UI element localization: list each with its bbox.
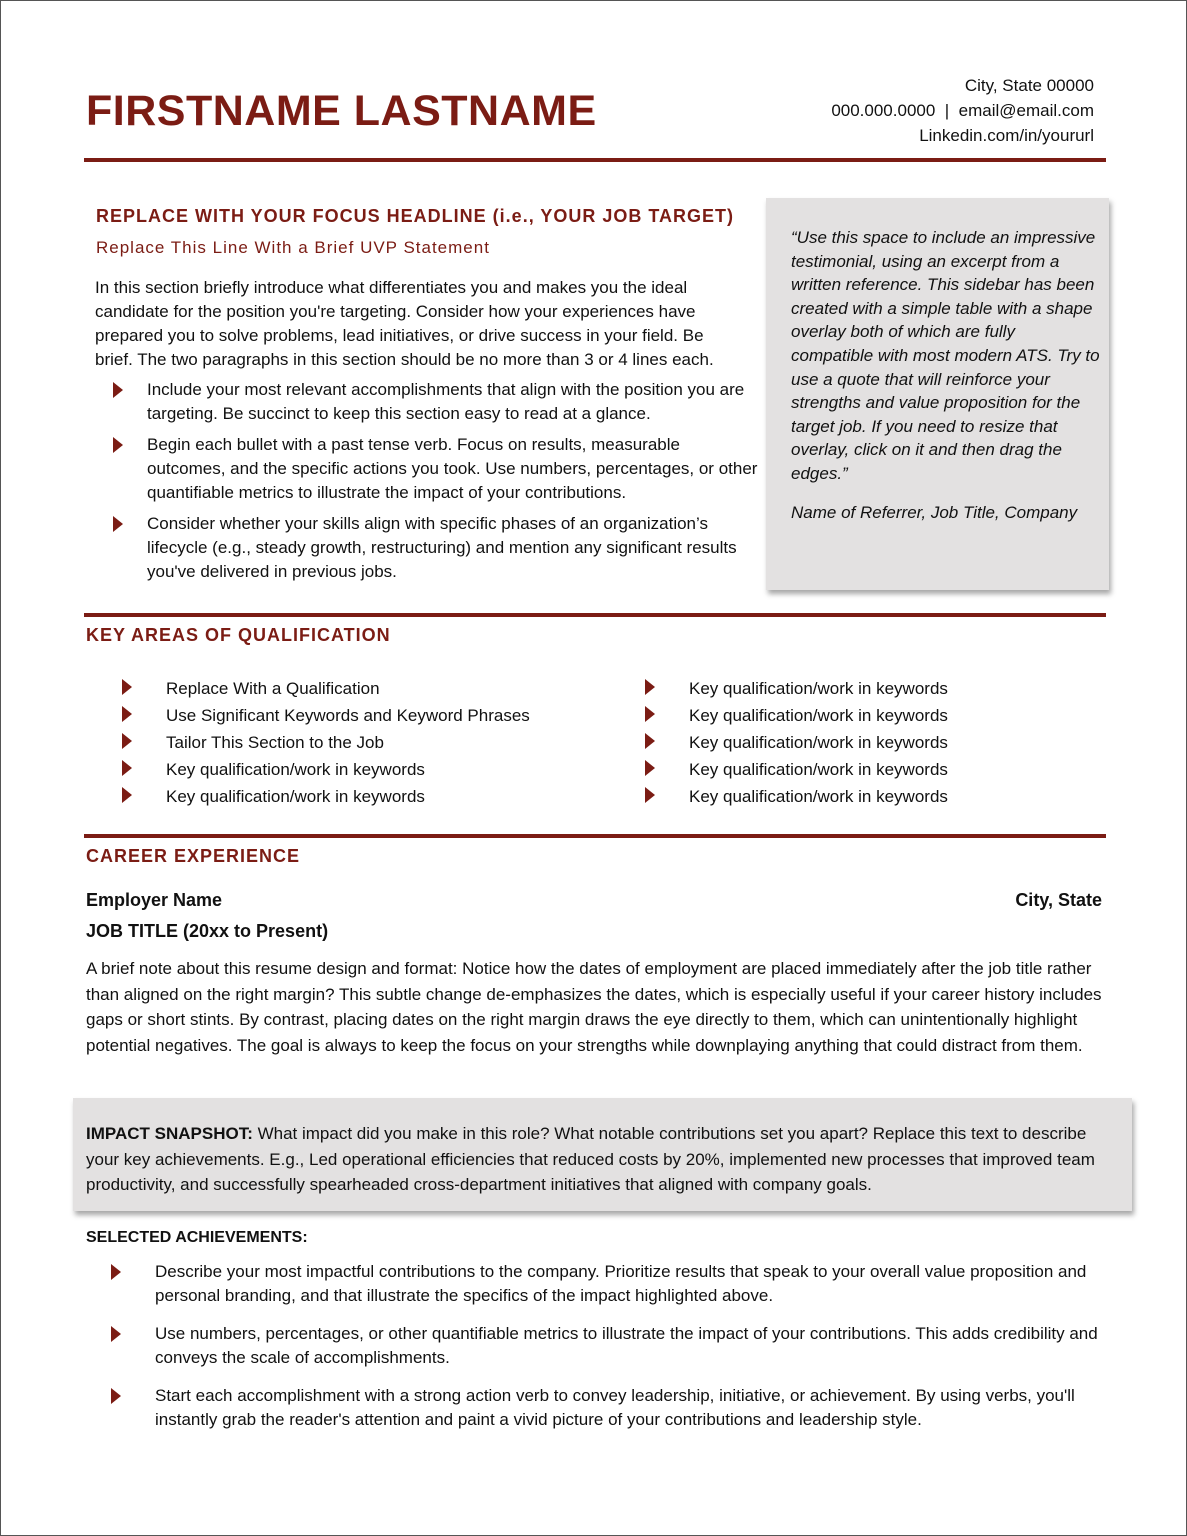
list-item: Key qualification/work in keywords	[644, 705, 1074, 732]
design-note-paragraph: A brief note about this resume design and format: Notice how the dates of employment are placed immediately after the job title rather than aligned on the right margin? This subtle change de-emphasizes the dates, which is especially useful if your career history includes gaps or short stints. By contrast, placing dates on the right margin draws the eye directly to them, which can unintentionally highlight potential negatives. The goal is always to keep the focus on your strengths while downplaying anything that could distract from them.	[86, 959, 1102, 1055]
qualifications-right-column	[644, 678, 1074, 813]
triangle-bullet-icon	[111, 1326, 121, 1342]
qualifications-left-column	[121, 678, 551, 813]
triangle-bullet-icon	[645, 733, 655, 749]
uvp-statement: Replace This Line With a Brief UVP Statement	[96, 238, 490, 257]
triangle-bullet-icon	[113, 382, 123, 398]
candidate-name: FIRSTNAME LASTNAME	[86, 87, 597, 135]
list-item: Consider whether your skills align with specific phases of an organization’s lifecycle (e.g., steady growth, restructuring) and mention any significant results you've delivered in previous jobs.	[111, 512, 761, 584]
triangle-bullet-icon	[645, 787, 655, 803]
employer-name: Employer Name	[86, 890, 223, 910]
job-title: JOB TITLE (20xx to Present)	[86, 921, 329, 941]
triangle-bullet-icon	[645, 679, 655, 695]
contact-linkedin: Linkedin.com/in/yoururl	[919, 126, 1094, 145]
list-item: Describe your most impactful contributions to the company. Prioritize results that speak to your overall value proposition and personal branding, and that illustrate the specifics of the impact highlighted above.	[109, 1260, 1099, 1308]
triangle-bullet-icon	[122, 679, 132, 695]
triangle-bullet-icon	[122, 733, 132, 749]
triangle-bullet-icon	[113, 437, 123, 453]
list-item: Tailor This Section to the Job	[121, 732, 551, 759]
testimonial-referrer: Name of Referrer, Job Title, Company	[791, 503, 1078, 522]
section-divider	[84, 613, 1106, 617]
triangle-bullet-icon	[111, 1388, 121, 1404]
list-item: Key qualification/work in keywords	[644, 786, 1074, 813]
triangle-bullet-icon	[113, 516, 123, 532]
selected-achievements-heading: SELECTED ACHIEVEMENTS:	[86, 1229, 308, 1246]
header-divider	[84, 158, 1106, 162]
impact-snapshot-label: IMPACT SNAPSHOT:	[86, 1124, 253, 1143]
triangle-bullet-icon	[645, 760, 655, 776]
list-item: Key qualification/work in keywords	[121, 759, 551, 786]
list-item: Replace With a Qualification	[121, 678, 551, 705]
impact-snapshot-text	[86, 1121, 1096, 1198]
contact-email: email@email.com	[958, 101, 1094, 120]
list-item: Key qualification/work in keywords	[121, 786, 551, 813]
triangle-bullet-icon	[122, 787, 132, 803]
contact-block	[831, 73, 1094, 148]
list-item: Use numbers, percentages, or other quantifiable metrics to illustrate the impact of your contributions. This adds credibility and conveys the scale of accomplishments.	[109, 1322, 1099, 1370]
intro-bullet-list	[111, 378, 761, 591]
list-item: Key qualification/work in keywords	[644, 732, 1074, 759]
triangle-bullet-icon	[111, 1264, 121, 1280]
intro-paragraph: In this section briefly introduce what differentiates you and makes you the ideal candidate for the position you're targeting. Consider how your experiences have prepared you to solve problems, lead initiatives, or drive success in your field. Be brief. The two paragraphs in this section should be no more than 3 or 4 lines each.	[95, 278, 714, 369]
contact-phone-email	[831, 98, 1094, 123]
experience-heading: CAREER EXPERIENCE	[86, 846, 301, 866]
list-item: Begin each bullet with a past tense verb. Focus on results, measurable outcomes, and the specific actions you took. Use numbers, percentages, or other quantifiable metrics to illustrate the impact of your contributions.	[111, 433, 761, 505]
contact-phone: 000.000.0000	[831, 101, 936, 120]
list-item: Key qualification/work in keywords	[644, 678, 1074, 705]
contact-separator: |	[944, 101, 950, 120]
testimonial-sidebar	[766, 198, 1109, 590]
triangle-bullet-icon	[122, 706, 132, 722]
triangle-bullet-icon	[645, 706, 655, 722]
contact-location: City, State 00000	[964, 76, 1094, 95]
list-item: Include your most relevant accomplishments that align with the position you are targeting. Be succinct to keep this section easy to read at a glance.	[111, 378, 761, 426]
list-item: Use Significant Keywords and Keyword Phrases	[121, 705, 551, 732]
impact-snapshot-box	[73, 1098, 1132, 1211]
section-divider	[84, 834, 1106, 838]
testimonial-quote: “Use this space to include an impressive testimonial, using an excerpt from a written reference. This sidebar has been created with a simple table with a shape overlay both of which are fully compatible with most modern ATS. Try to use a quote that will reinforce your strengths and value proposition for the target job. If you need to resize that overlay, click on it and then drag the edges.”	[791, 228, 1100, 483]
impact-snapshot-body: What impact did you make in this role? What notable contributions set you apart? Replace this text to describe your key achievements. E.g., Led operational efficiencies that reduced costs by 20%, implemented new processes that improved team productivity, and successfully spearheaded cross-department initiatives that aligned with company goals.	[86, 1124, 1095, 1194]
triangle-bullet-icon	[122, 760, 132, 776]
list-item: Start each accomplishment with a strong action verb to convey leadership, initiative, or achievement. By using verbs, you'll instantly grab the reader's attention and paint a vivid picture of your contributions and leadership style.	[109, 1384, 1099, 1432]
employer-location: City, State	[1015, 890, 1102, 910]
list-item: Key qualification/work in keywords	[644, 759, 1074, 786]
focus-headline: REPLACE WITH YOUR FOCUS HEADLINE (i.e., YOUR JOB TARGET)	[96, 206, 735, 226]
achievements-list	[109, 1260, 1099, 1446]
qualifications-heading: KEY AREAS OF QUALIFICATION	[86, 625, 391, 645]
